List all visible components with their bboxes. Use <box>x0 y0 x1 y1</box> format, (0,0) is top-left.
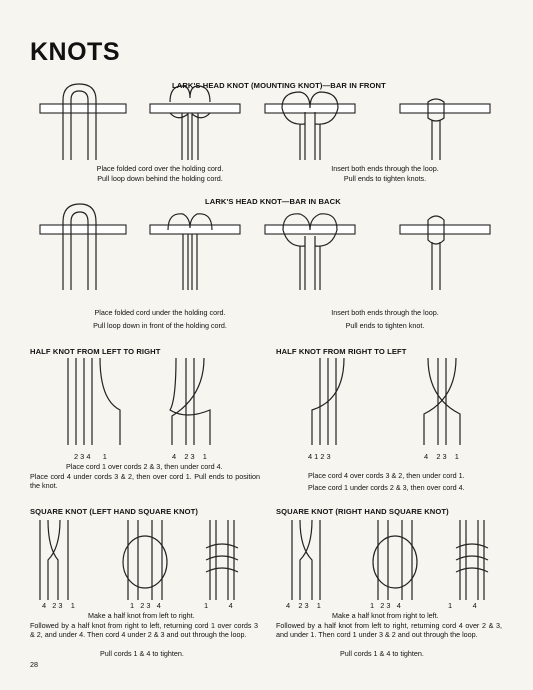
square-left-heading: SQUARE KNOT (LEFT HAND SQUARE KNOT) <box>30 507 199 516</box>
half-left-numbers-b: 4 2 3 1 <box>172 452 207 461</box>
square-right-numbers-c: 1 4 <box>448 601 477 610</box>
square-left-numbers-c: 1 4 <box>204 601 233 610</box>
half-knot-illustrations <box>68 358 460 445</box>
half-left-numbers-a: 2 3 4 1 <box>74 452 107 461</box>
square-right-numbers-b: 1 2 3 4 <box>370 601 401 610</box>
lark-back-heading: LARK'S HEAD KNOT—BAR IN BACK <box>205 197 341 206</box>
square-right-caption-2: Followed by a half knot from left to right, returning cord 4 over 2 & 3, and under 1. Then cord 1 under 3 & 2 and out through the loop. <box>276 621 502 640</box>
page-title: KNOTS <box>30 38 120 66</box>
half-left-heading: HALF KNOT FROM LEFT TO RIGHT <box>30 347 161 356</box>
square-knot-illustrations <box>40 520 488 600</box>
lark-front-caption-right-2: Pull ends to tighten knots. <box>343 174 427 183</box>
lark-back-caption-right-2: Pull ends to tighten knot. <box>345 321 425 330</box>
lark-back-caption-left-1: Place folded cord under the holding cord. <box>94 308 226 317</box>
square-right-heading: SQUARE KNOT (RIGHT HAND SQUARE KNOT) <box>276 507 449 516</box>
square-right-caption-3: Pull cords 1 & 4 to tighten. <box>340 649 424 658</box>
lark-front-caption-left-1: Place folded cord over the holding cord. <box>96 164 224 173</box>
half-right-numbers-a: 4 1 2 3 <box>308 452 331 461</box>
square-left-numbers-a: 4 2 3 1 <box>42 601 75 610</box>
square-left-numbers-b: 1 2 3 4 <box>130 601 161 610</box>
page-number: 28 <box>30 660 38 669</box>
half-right-heading: HALF KNOT FROM RIGHT TO LEFT <box>276 347 407 356</box>
square-left-caption-1: Make a half knot from left to right. <box>88 611 195 620</box>
lark-front-illustrations <box>40 84 490 160</box>
half-left-caption-2: Place cord 4 under cords 3 & 2, then over cord 1. Pull ends to position the knot. <box>30 472 260 491</box>
half-right-caption-1: Place cord 4 over cords 3 & 2, then under cord 1. <box>308 471 465 480</box>
lark-back-illustrations <box>40 204 490 290</box>
lark-front-heading: LARK'S HEAD KNOT (MOUNTING KNOT)—BAR IN FRONT <box>172 81 386 90</box>
square-right-caption-1: Make a half knot from right to left. <box>332 611 439 620</box>
lark-front-caption-left-2: Pull loop down behind the holding cord. <box>97 174 223 183</box>
half-right-caption-2: Place cord 1 under cords 2 & 3, then over cord 4. <box>308 483 465 492</box>
lark-front-caption-right-1: Insert both ends through the loop. <box>331 164 439 173</box>
half-right-numbers-b: 4 2 3 1 <box>424 452 459 461</box>
lark-back-caption-right-1: Insert both ends through the loop. <box>331 308 439 317</box>
lark-back-caption-left-2: Pull loop down in front of the holding cord. <box>93 321 227 330</box>
square-right-numbers-a: 4 2 3 1 <box>286 601 321 610</box>
square-left-caption-2: Followed by a half knot from right to left, returning cord 1 over cords 3 & 2, and under 4. Then cord 4 under 2 & 3 and out through the loop. <box>30 621 258 640</box>
half-left-caption-1: Place cord 1 over cords 2 & 3, then under cord 4. <box>66 462 223 471</box>
square-left-caption-3: Pull cords 1 & 4 to tighten. <box>100 649 184 658</box>
